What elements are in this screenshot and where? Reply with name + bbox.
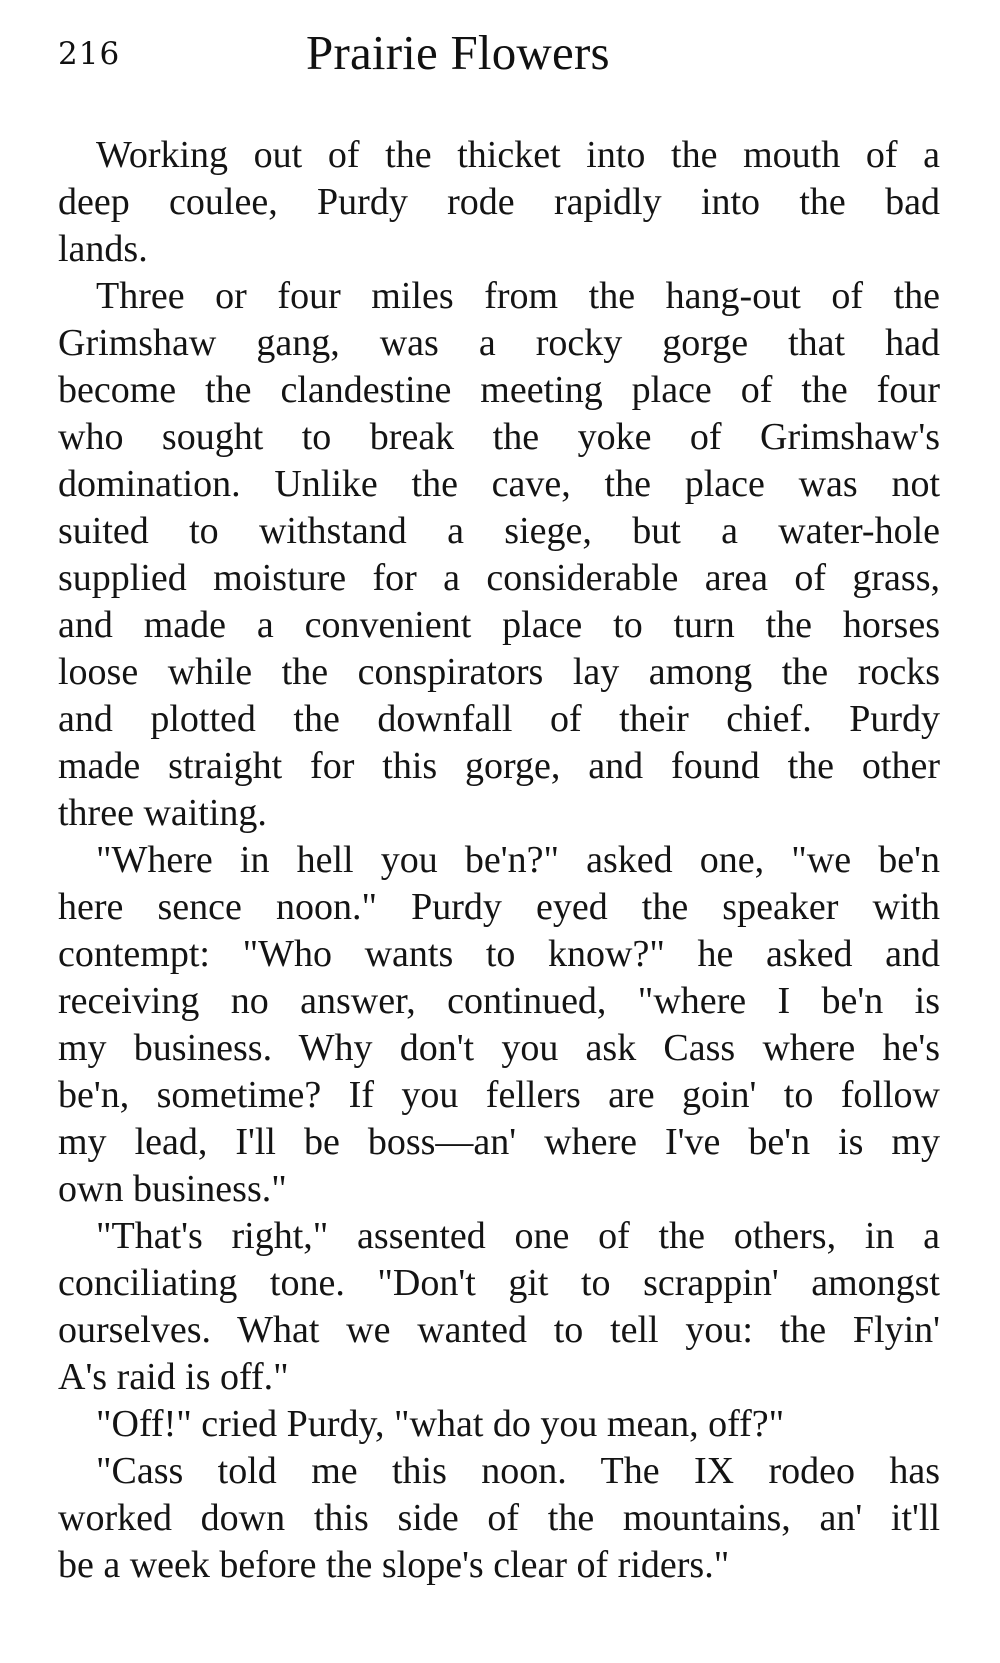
text-line: A's raid is off." [58, 1356, 289, 1398]
text-line: "That's right," assented one of the others, in a [96, 1215, 940, 1257]
body-text [58, 132, 940, 1589]
text-line: worked down this side of the mountains, an' it'll [58, 1497, 940, 1539]
text-line: suited to withstand a siege, but a water-hole [58, 510, 940, 552]
text-line: and plotted the downfall of their chief. Purdy [58, 698, 940, 740]
text-line: my lead, I'll be boss—an' where I've be'n is my [58, 1121, 940, 1163]
text-line: and made a convenient place to turn the horses [58, 604, 940, 646]
page-number: 216 [58, 36, 121, 72]
page-header [58, 24, 938, 94]
text-line: "Off!" cried Purdy, "what do you mean, off?" [96, 1403, 785, 1445]
text-line: here sence noon." Purdy eyed the speaker with [58, 886, 940, 928]
text-line: be'n, sometime? If you fellers are goin' to follow [58, 1074, 940, 1116]
text-line: domination. Unlike the cave, the place was not [58, 463, 940, 505]
text-line: Working out of the thicket into the mouth of a [96, 134, 940, 176]
text-line: Grimshaw gang, was a rocky gorge that had [58, 322, 940, 364]
text-line: "Where in hell you be'n?" asked one, "we be'n [96, 839, 940, 881]
text-line: contempt: "Who wants to know?" he asked and [58, 933, 940, 975]
running-title: Prairie Flowers [306, 25, 610, 80]
text-line: three waiting. [58, 792, 267, 834]
text-line: supplied moisture for a considerable area of grass, [58, 557, 940, 599]
text-line: ourselves. What we wanted to tell you: the Flyin' [58, 1309, 940, 1351]
text-line: my business. Why don't you ask Cass where he's [58, 1027, 940, 1069]
text-line: be a week before the slope's clear of riders." [58, 1544, 730, 1586]
text-line: Three or four miles from the hang-out of the [96, 275, 940, 317]
text-line: own business." [58, 1168, 287, 1210]
text-line: made straight for this gorge, and found the other [58, 745, 940, 787]
text-line: deep coulee, Purdy rode rapidly into the bad [58, 181, 940, 223]
text-line: loose while the conspirators lay among the rocks [58, 651, 940, 693]
text-line: lands. [58, 228, 148, 270]
text-line: conciliating tone. "Don't git to scrappin' amongst [58, 1262, 940, 1304]
text-line: "Cass told me this noon. The IX rodeo has [96, 1450, 940, 1492]
text-line: who sought to break the yoke of Grimshaw's [58, 416, 940, 458]
text-line: become the clandestine meeting place of the four [58, 369, 940, 411]
text-line: receiving no answer, continued, "where I be'n is [58, 980, 940, 1022]
